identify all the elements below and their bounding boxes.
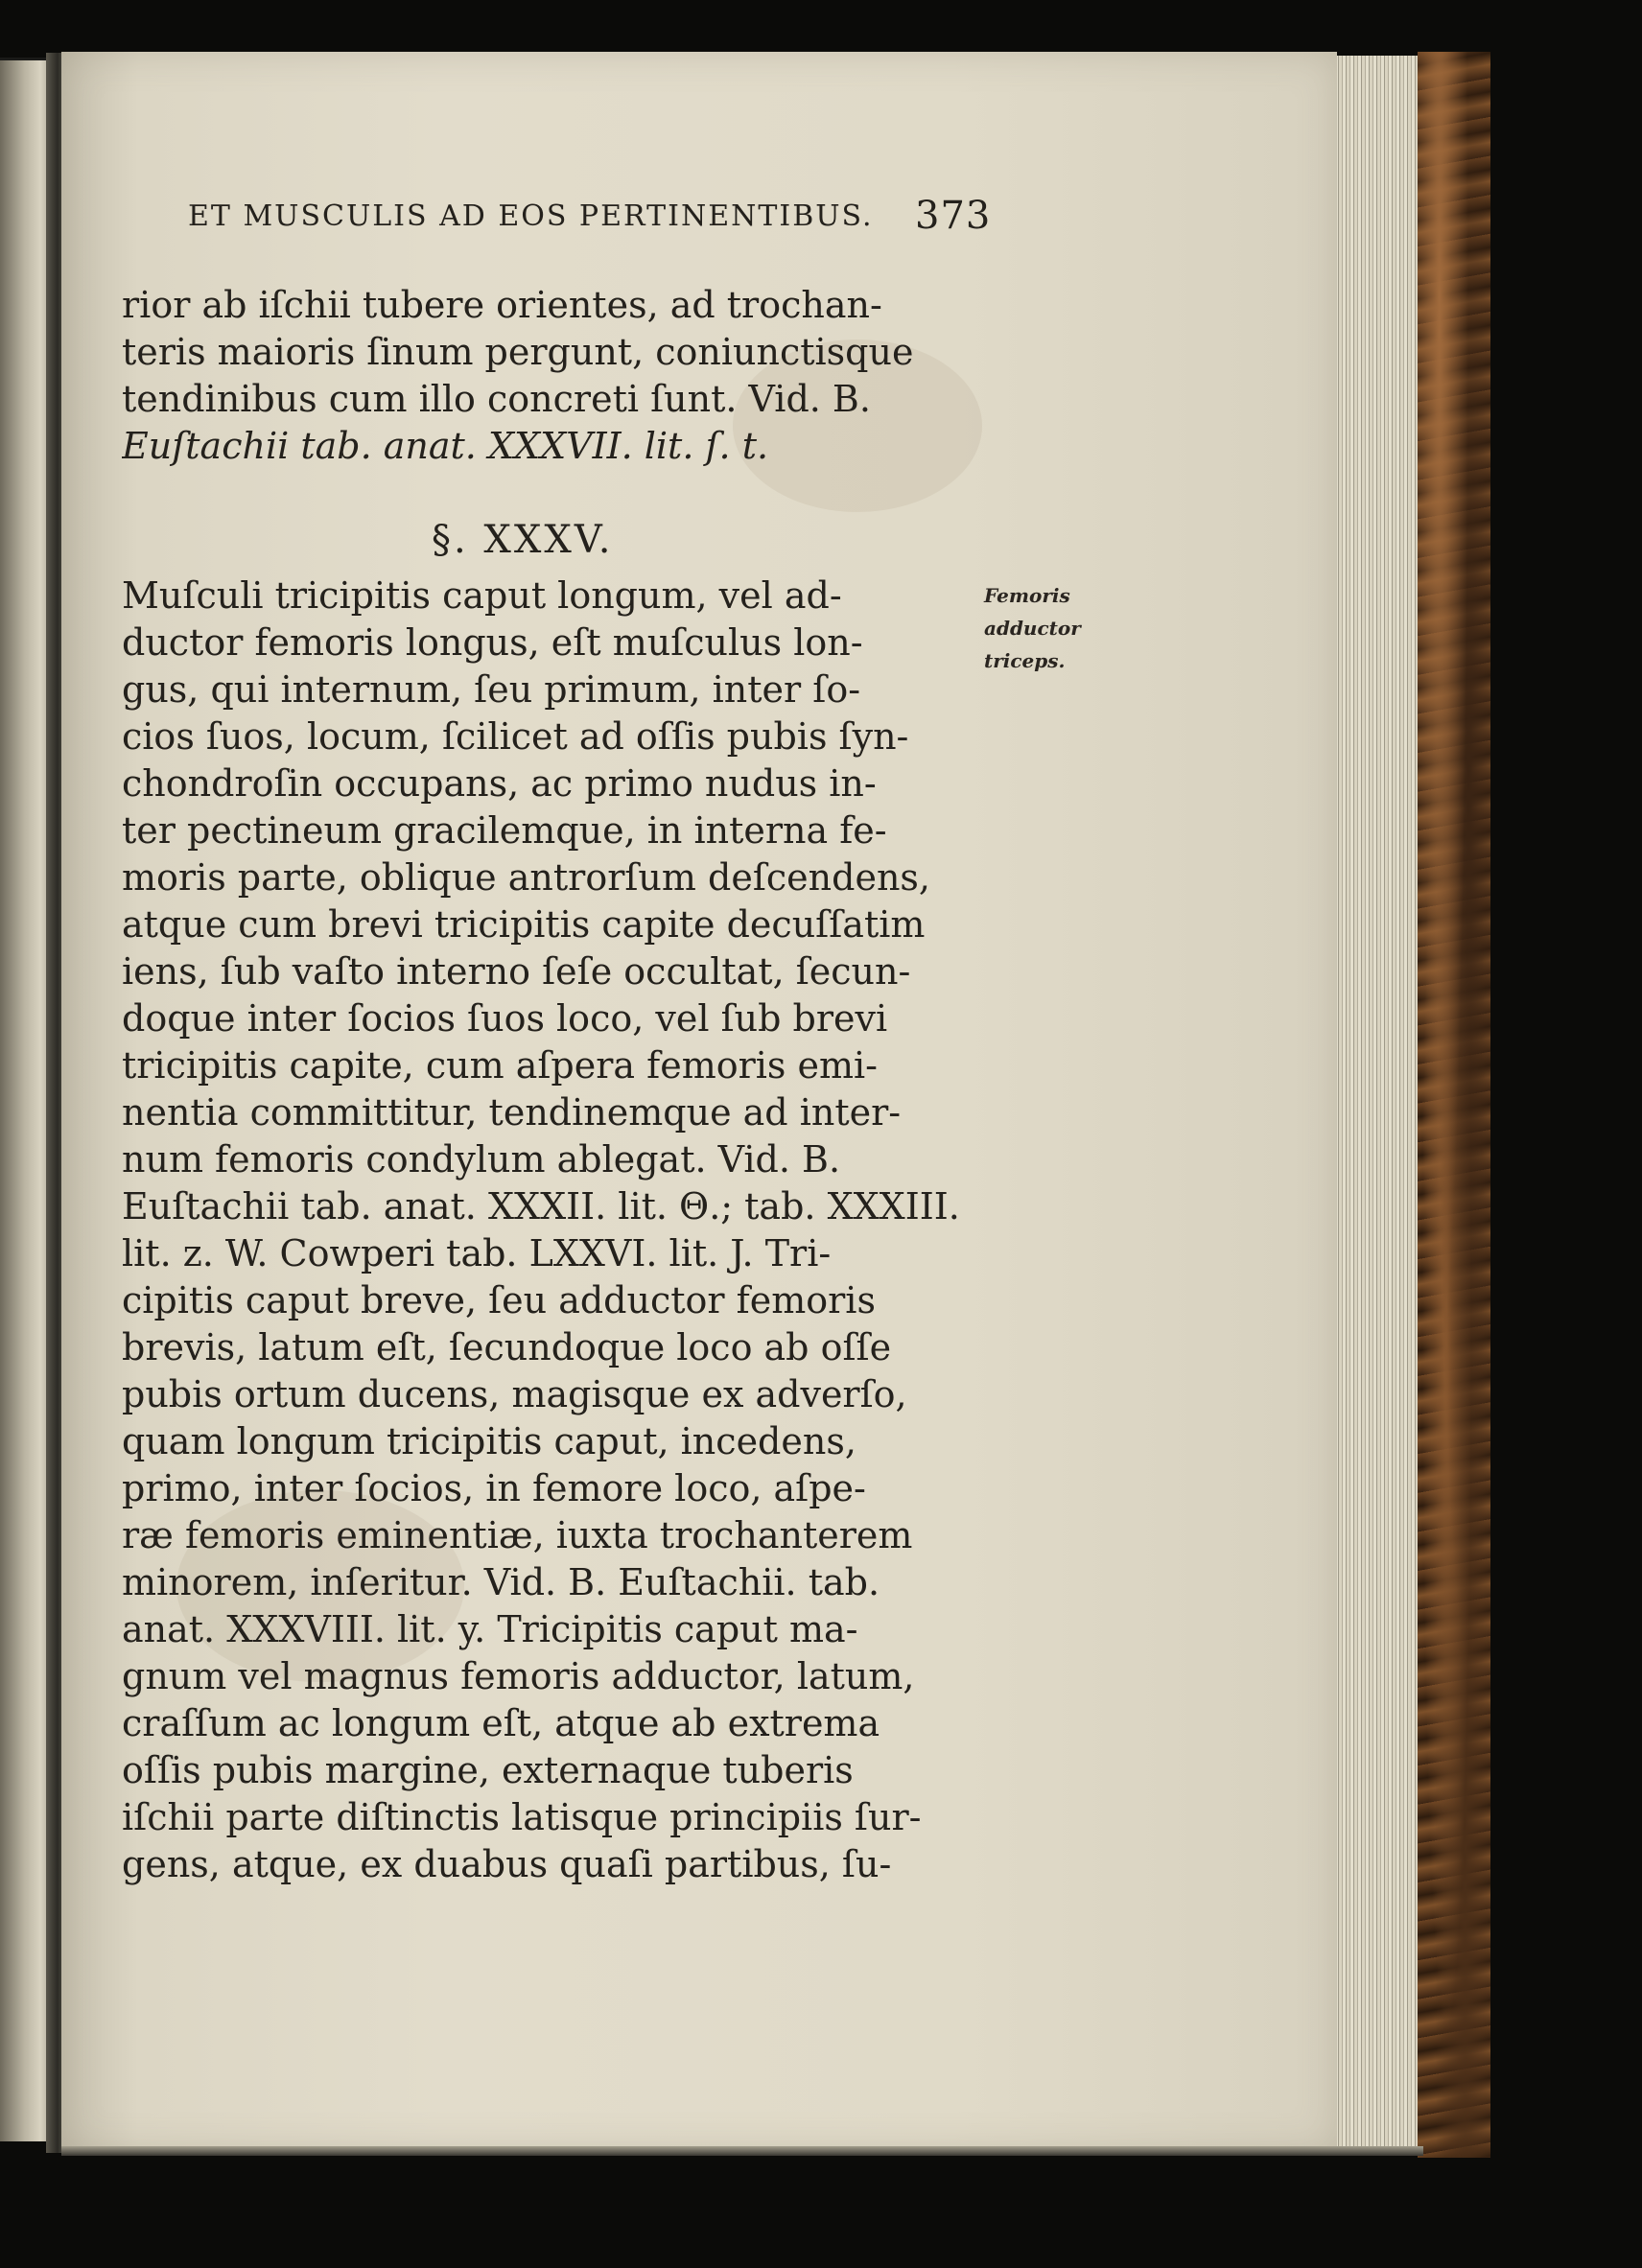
text-line: atque cum brevi tricipitis capite decuſſatim xyxy=(122,903,926,946)
text-line: num femoris condylum ablegat. Vid. B. xyxy=(122,1138,841,1181)
text-line: rior ab iſchii tubere orientes, ad trochan- xyxy=(122,284,882,326)
text-line: ræ femoris eminentiæ, iuxta trochanterem xyxy=(122,1514,913,1556)
text-line: gus, qui internum, ſeu primum, inter ſo- xyxy=(122,668,861,711)
text-line: moris parte, oblique antrorſum deſcendens, xyxy=(122,856,930,899)
section-heading: §. XXXV. xyxy=(432,518,614,562)
text-line: minorem, inſeritur. Vid. B. Euſtachii. tab. xyxy=(122,1561,880,1603)
margin-note xyxy=(984,579,1081,677)
margin-note-line: triceps. xyxy=(984,649,1066,672)
text-line: pubis ortum ducens, magisque ex adverſo, xyxy=(122,1373,907,1415)
text-line: doque inter ſocios ſuos loco, vel ſub brevi xyxy=(122,997,888,1040)
page-number: 373 xyxy=(915,194,992,238)
text-line: iſchii parte diſtinctis latisque principiis ſur- xyxy=(122,1796,922,1838)
text-line: primo, inter ſocios, in femore loco, aſpe- xyxy=(122,1467,866,1509)
text-line: ductor femoris longus, eſt muſculus lon- xyxy=(122,621,863,664)
marbled-cover xyxy=(1418,52,1490,2158)
text-line: brevis, latum eſt, ſecundoque loco ab oſſe xyxy=(122,1326,892,1368)
text-line: ter pectineum gracilemque, in interna fe- xyxy=(122,809,887,852)
text-line: oſſis pubis margine, externaque tuberis xyxy=(122,1749,854,1791)
paragraph-body xyxy=(122,573,975,1888)
text-line: tricipitis capite, cum aſpera femoris emi- xyxy=(122,1044,879,1087)
text-line: iens, ſub vaſto interno ſeſe occultat, ſecun- xyxy=(122,950,911,993)
text-line: gnum vel magnus femoris adductor, latum, xyxy=(122,1655,915,1697)
margin-note-line: adductor xyxy=(984,617,1081,640)
paragraph-continuation xyxy=(122,282,975,470)
text-line: craſſum ac longum eſt, atque ab extrema xyxy=(122,1702,880,1744)
page-edges xyxy=(1324,56,1419,2146)
text-line: Euſtachii tab. anat. XXXII. lit. Θ.; tab. XXXIII. xyxy=(122,1185,960,1228)
running-header xyxy=(188,194,992,238)
text-line: lit. z. W. Cowperi tab. LXXVI. lit. J. Tri- xyxy=(122,1232,832,1274)
page-bottom-edge xyxy=(61,2146,1423,2156)
text-line: cipitis caput breve, ſeu adductor femoris xyxy=(122,1279,876,1321)
text-line: Euſtachii tab. anat. XXXVII. lit. ſ. t. xyxy=(122,425,769,467)
text-line: Muſculi tricipitis caput longum, vel ad- xyxy=(122,574,842,617)
text-line: nentia committitur, tendinemque ad inter- xyxy=(122,1091,902,1134)
header-title: ET MUSCULIS AD EOS PERTINENTIBUS. xyxy=(188,199,874,233)
text-line: tendinibus cum illo concreti ſunt. Vid. B. xyxy=(122,378,871,420)
text-line: quam longum tricipitis caput, incedens, xyxy=(122,1420,856,1462)
background xyxy=(1490,52,1642,2158)
text-line: chondroſin occupans, ac primo nudus in- xyxy=(122,762,877,805)
text-line: teris maioris ſinum pergunt, coniunctisque xyxy=(122,331,914,373)
text-line: gens, atque, ex duabus quaſi partibus, ſu- xyxy=(122,1843,892,1885)
margin-note-line: Femoris xyxy=(984,584,1070,607)
text-line: cios ſuos, locum, ſcilicet ad oſſis pubis ſyn- xyxy=(122,715,909,758)
text-line: anat. XXXVIII. lit. y. Tricipitis caput ma- xyxy=(122,1608,858,1650)
